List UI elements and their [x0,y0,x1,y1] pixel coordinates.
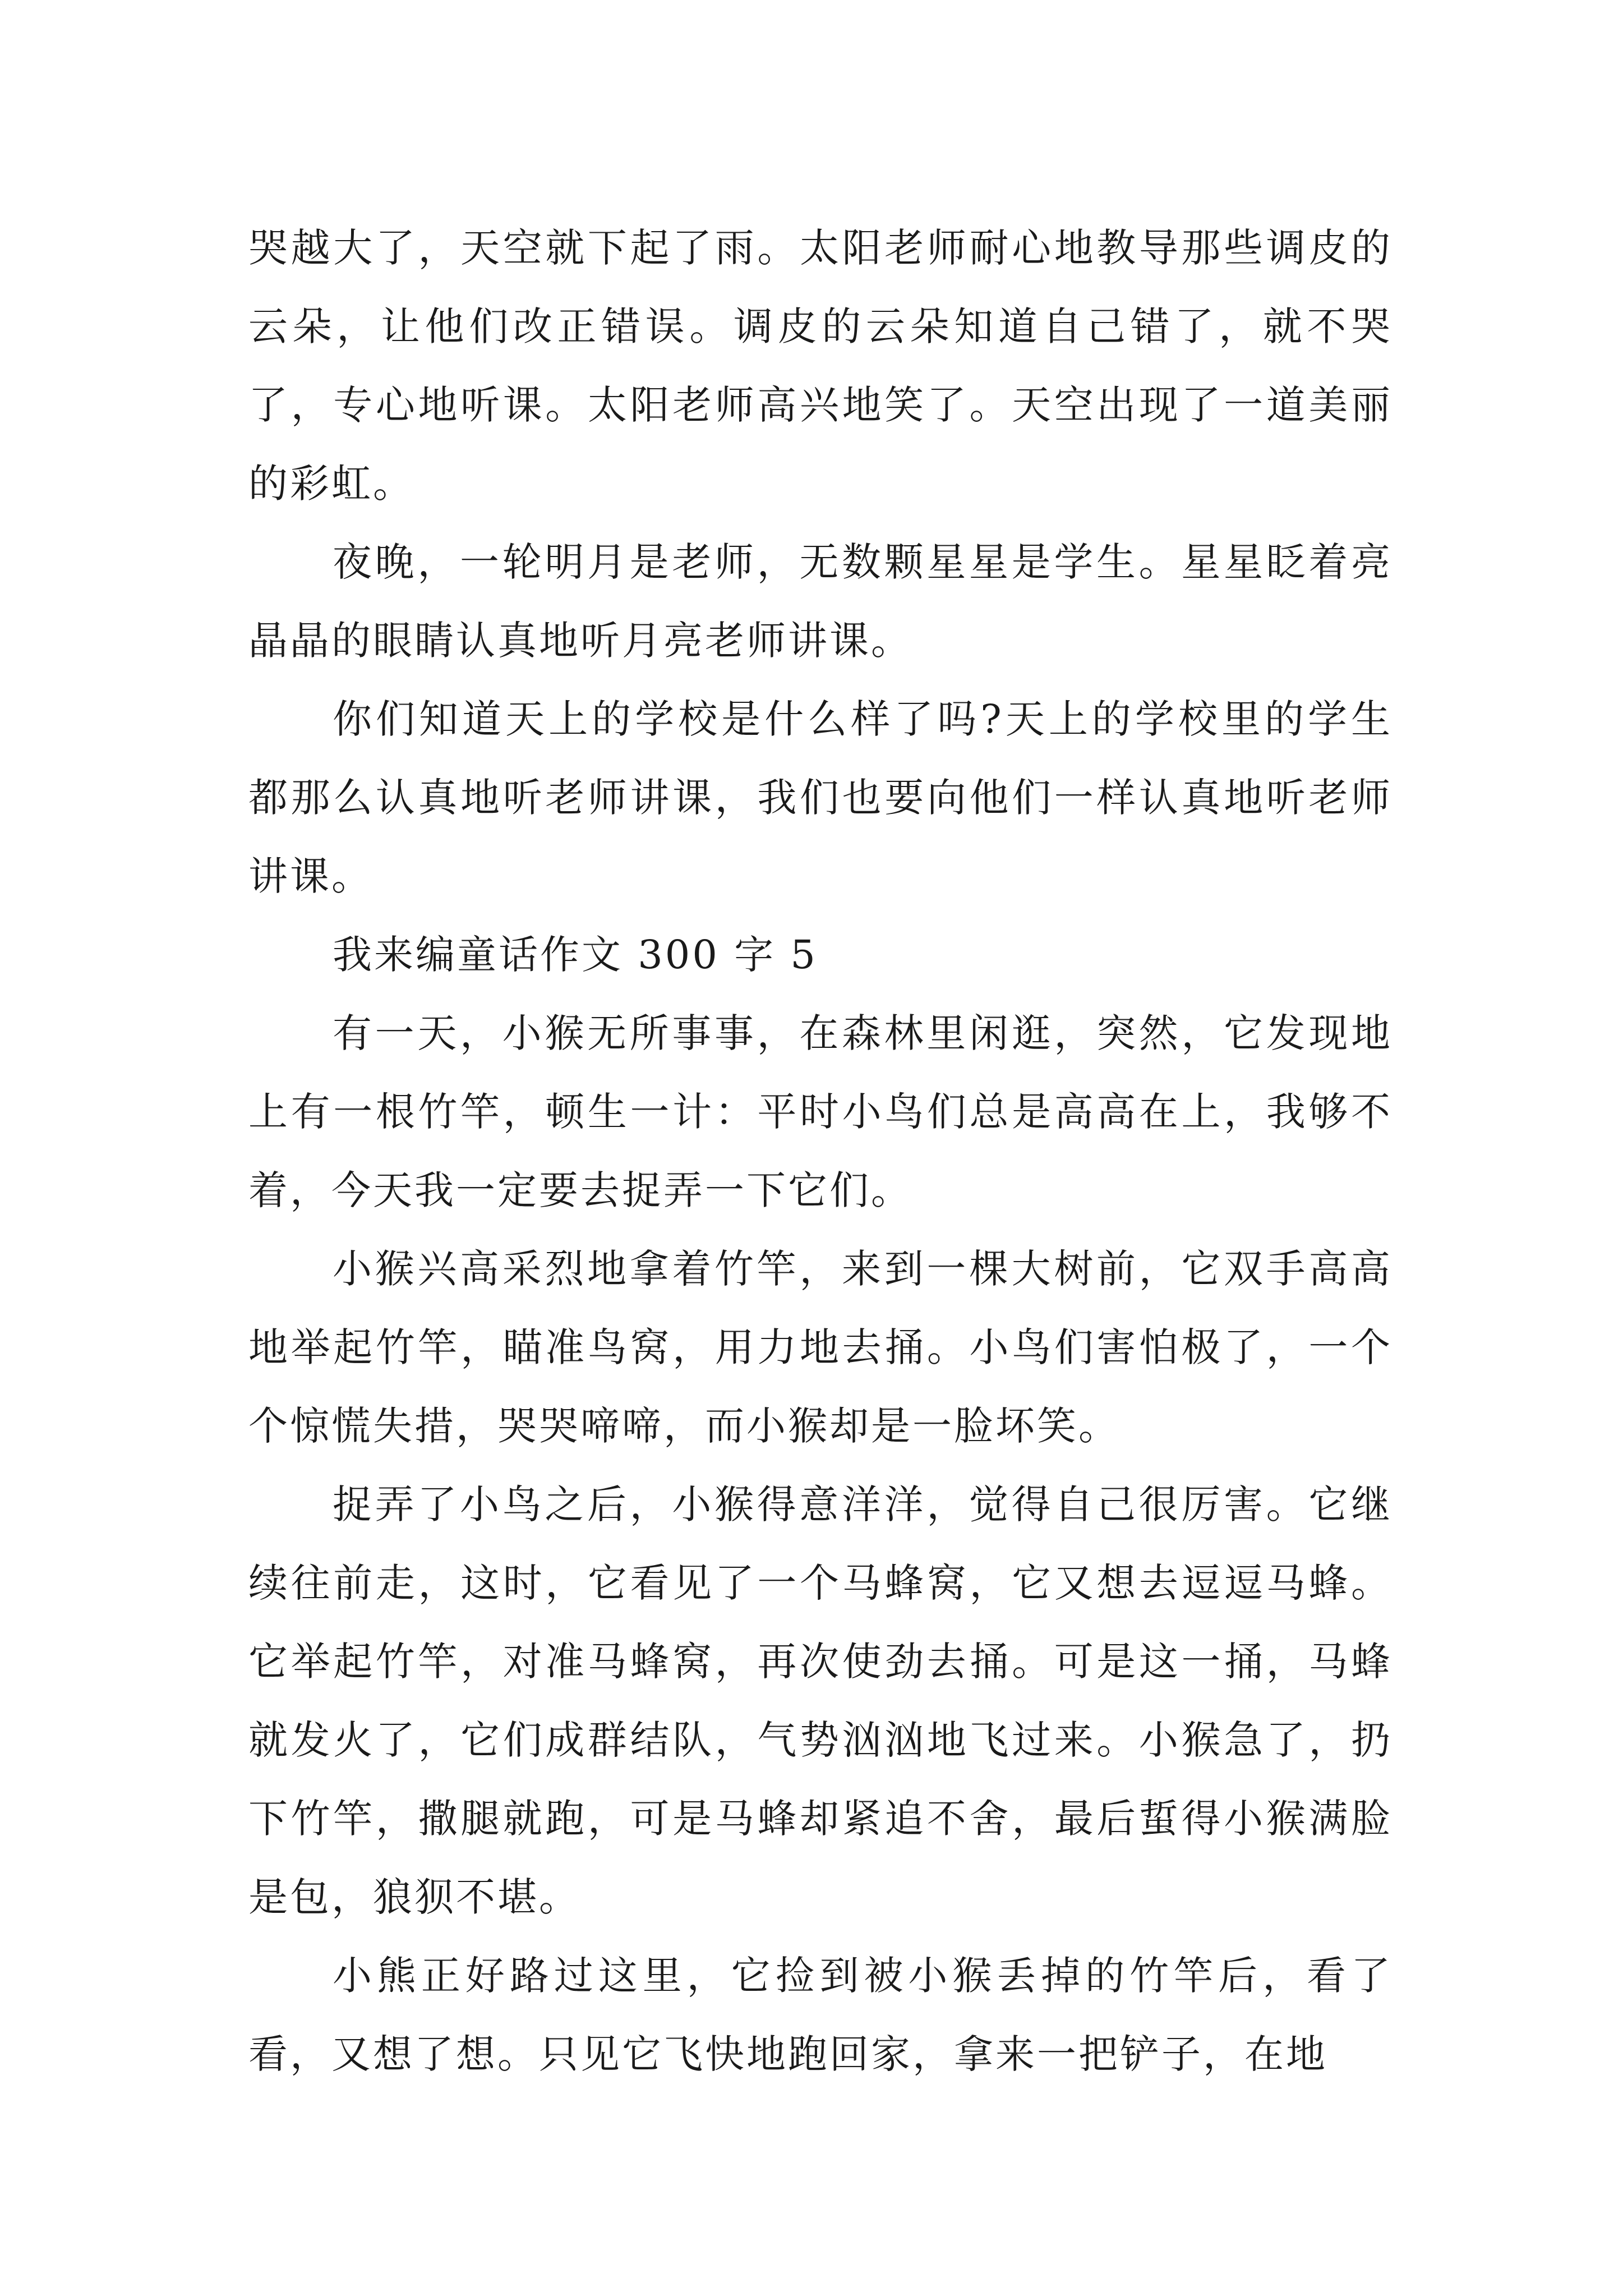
paragraph-6: 捉弄了小鸟之后，小猴得意洋洋，觉得自己很厉害。它继续往前走，这时，它看见了一个马蜂窝，它又想去逗逗马蜂。它举起竹竿，对准马蜂窝，再次使劲去捅。可是这一捅，马蜂就发火了，它们成群结队，气势汹汹地飞过来。小猴急了，扔下竹竿，撒腿就跑，可是马蜂却紧追不舍，最后蜇得小猴满脸是包，狼狈不堪。 [248,1481,1393,1920]
paragraph-4: 有一天，小猴无所事事，在森林里闲逛，突然，它发现地上有一根竹竿，顿生一计：平时小鸟们总是高高在上，我够不着，今天我一定要去捉弄一下它们。 [248,1010,1393,1213]
paragraph-1: 哭越大了，天空就下起了雨。太阳老师耐心地教导那些调皮的云朵，让他们改正错误。调皮的云朵知道自己错了，就不哭了，专心地听课。太阳老师高兴地笑了。天空出现了一道美丽的彩虹。 [248,225,1393,507]
section-heading: 我来编童话作文 300 字 5 [333,932,818,978]
paragraph-3: 你们知道天上的学校是什么样了吗?天上的学校里的学生都那么认真地听老师讲课，我们也要向他们一样认真地听老师讲课。 [248,696,1393,899]
body-text [248,209,1393,2093]
paragraph-7: 小熊正好路过这里，它捡到被小猴丢掉的竹竿后，看了看，又想了想。只见它飞快地跑回家，拿来一把铲子，在地 [248,1953,1393,2077]
paragraph-5: 小猴兴高采烈地拿着竹竿，来到一棵大树前，它双手高高地举起竹竿，瞄准鸟窝，用力地去捅。小鸟们害怕极了，一个个惊慌失措，哭哭啼啼，而小猴却是一脸坏笑。 [248,1246,1393,1449]
paragraph-2: 夜晚，一轮明月是老师，无数颗星星是学生。星星眨着亮晶晶的眼睛认真地听月亮老师讲课。 [248,539,1393,664]
